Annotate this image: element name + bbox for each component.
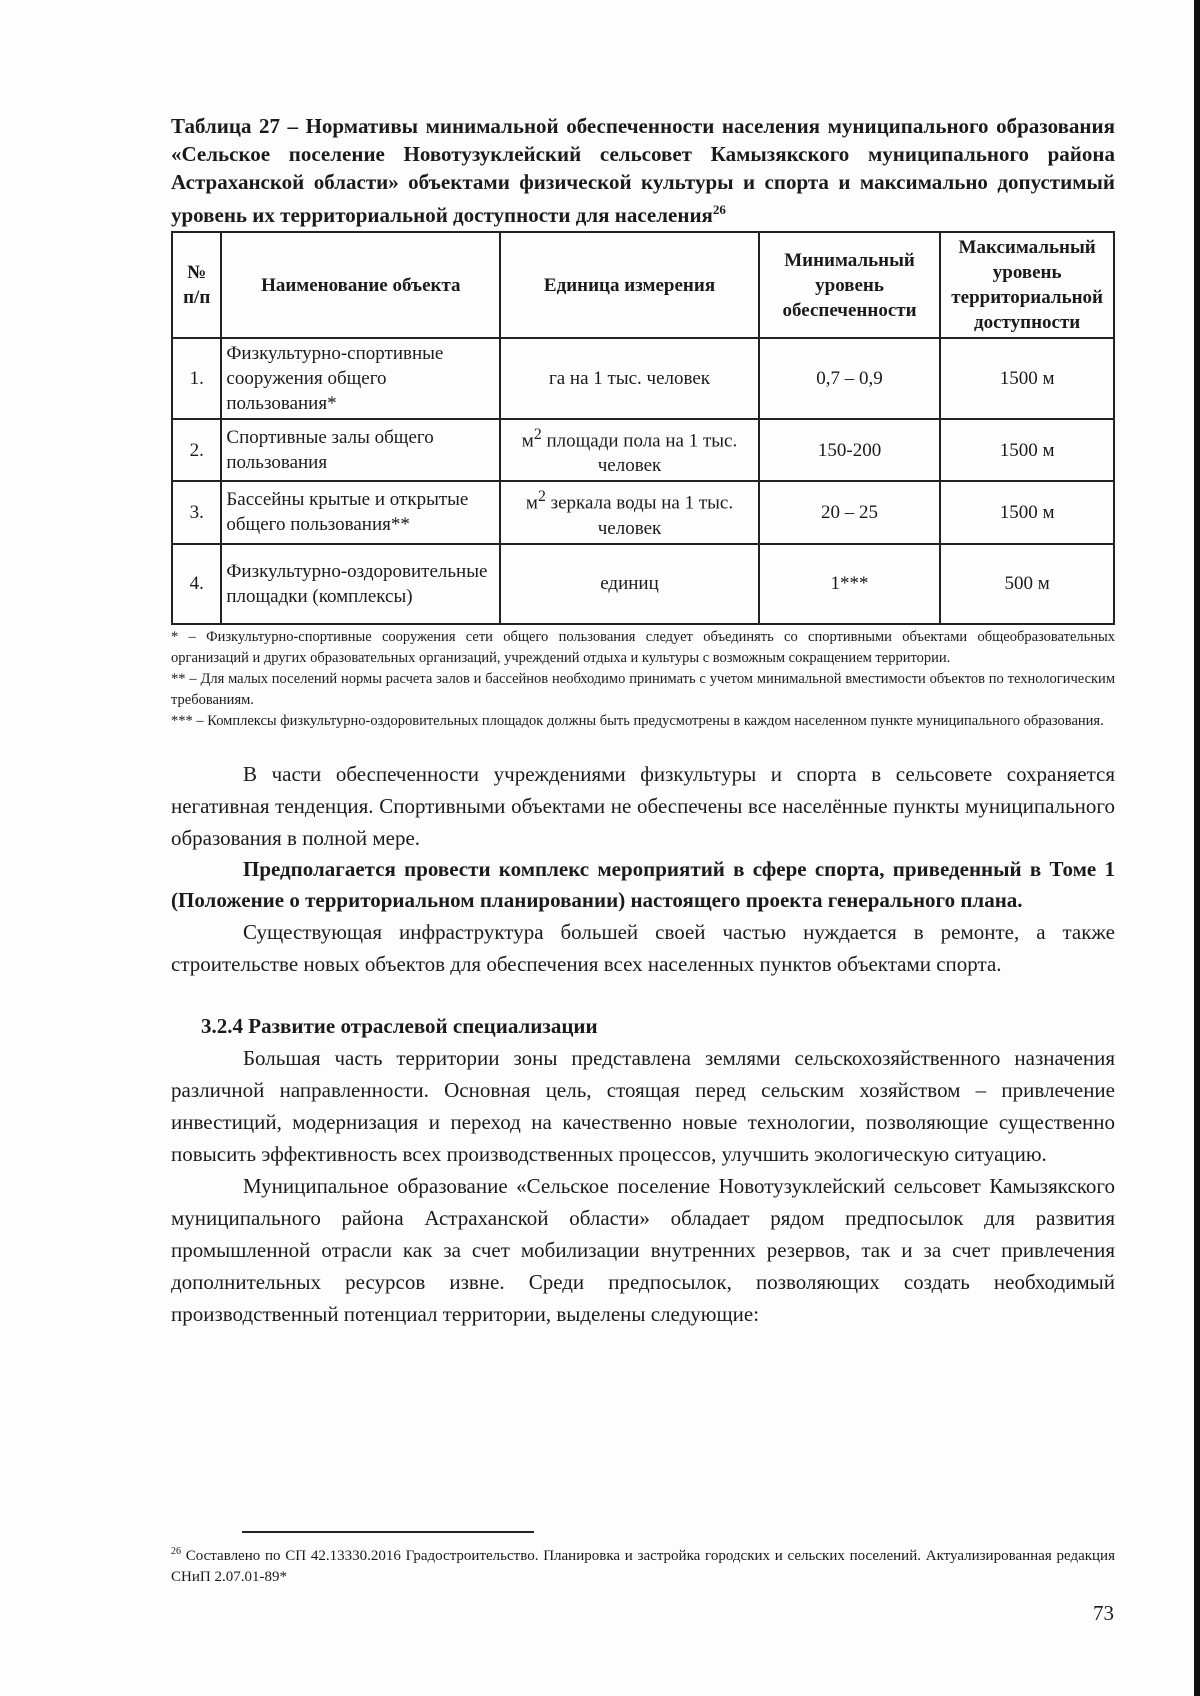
row-num: 4. — [172, 544, 221, 624]
section-heading: 3.2.4 Развитие отраслевой специализации — [201, 1013, 598, 1038]
table-row — [172, 544, 1114, 624]
unit-sup: 2 — [533, 426, 542, 443]
footnote-ref: 26 — [171, 1546, 181, 1557]
row-max: 1500 м — [940, 419, 1114, 481]
header-name: Наименование объекта — [221, 232, 500, 338]
unit-prefix: м — [521, 430, 534, 452]
page-content — [171, 112, 1115, 1330]
paragraph: Муниципальное образование «Сельское поселение Новотузуклейский сельсовет Камызякского муниципального района Астраханской области» обладает рядом предпосылок для развития промышленной отрасли как за счет мобилизации внутренних резервов, так и за счет привлечения дополнительных ресурсов извне. Среди предпосылок, позволяющих создать необходимый производственный потенциал территории, выделены следующие: — [171, 1173, 1115, 1326]
table-row — [172, 481, 1114, 543]
table-row — [172, 419, 1114, 481]
paragraph: Существующая инфраструктура большей своей частью нуждается в ремонте, а также строительстве новых объектов для обеспечения всех населенных пунктов объектами спорта. — [171, 919, 1115, 976]
row-num: 2. — [172, 419, 221, 481]
header-max: Максимальный уровень территориальной доступности — [940, 232, 1114, 338]
row-min: 150-200 — [759, 419, 941, 481]
row-name: Физкультурно-оздоровительные площадки (комплексы) — [221, 544, 500, 624]
header-num: № п/п — [172, 232, 221, 338]
row-min: 1*** — [759, 544, 941, 624]
note-one-star: * – Физкультурно-спортивные сооружения сети общего пользования следует объединять со спортивными объектами общеобразовательных организаций и других образовательных организаций, учреждений отдыха и культуры с возможным сокращением территории. — [171, 628, 1115, 666]
row-min: 0,7 – 0,9 — [759, 338, 941, 419]
row-name: Спортивные залы общего пользования — [221, 419, 500, 481]
row-min: 20 – 25 — [759, 481, 941, 543]
row-name: Бассейны крытые и открытые общего пользования** — [221, 481, 500, 543]
row-num: 1. — [172, 338, 221, 419]
paragraph: В части обеспеченности учреждениями физкультуры и спорта в сельсовете сохраняется негативная тенденция. Спортивными объектами не обеспечены все населённые пункты муниципального образования в полной мере. — [171, 761, 1115, 850]
row-unit: единиц — [500, 544, 759, 624]
unit-rest: зеркала воды на 1 тыс. человек — [545, 492, 734, 539]
paragraph: Большая часть территории зоны представлена землями сельскохозяйственного назначения различной направленности. Основная цель, стоящая перед сельским хозяйством – привлечение инвестиций, модернизация и переход на качественно новые технологии, позволяющие существенно повысить эффективность всех производственных процессов, улучшить экологическую ситуацию. — [171, 1045, 1115, 1166]
row-name: Физкультурно-спортивные сооружения общего пользования* — [221, 338, 500, 419]
paragraph-bold: Предполагается провести комплекс мероприятий в сфере спорта, приведенный в Томе 1 (Положение о территориальном планировании) настоящего проекта генерального плана. — [171, 856, 1115, 912]
row-num: 3. — [172, 481, 221, 543]
section-body — [171, 1042, 1115, 1330]
table-row — [172, 338, 1114, 419]
table-caption-text: Таблица 27 – Нормативы минимальной обеспеченности населения муниципального образования «Сельское поселение Новотузуклейский сельсовет Камызякского муниципального района Астраханской области» объектами физической культуры и спорта и максимально допустимый уровень их территориальной доступности для населения — [171, 114, 1115, 227]
row-max: 1500 м — [940, 481, 1114, 543]
footnote-text: Составлено по СП 42.13330.2016 Градостроительство. Планировка и застройка городских и сельских поселений. Актуализированная редакция СНиП 2.07.01-89* — [171, 1548, 1115, 1585]
table-notes — [171, 627, 1115, 732]
footnote-separator — [242, 1531, 534, 1533]
page-edge — [1194, 0, 1200, 1696]
row-max: 500 м — [940, 544, 1114, 624]
norms-table — [171, 231, 1115, 625]
unit-prefix: м — [525, 492, 538, 514]
note-three-stars: *** – Комплексы физкультурно-оздоровительных площадок должны быть предусмотрены в каждом населенном пункте муниципального образования. — [171, 712, 1104, 729]
unit-rest: площади пола на 1 тыс. человек — [541, 430, 738, 477]
row-unit — [500, 481, 759, 543]
row-unit: га на 1 тыс. человек — [500, 338, 759, 419]
unit-sup: 2 — [537, 488, 546, 506]
table-header-row — [172, 232, 1114, 338]
row-unit — [500, 419, 759, 481]
header-min: Минимальный уровень обеспеченности — [759, 232, 941, 338]
row-max: 1500 м — [940, 338, 1114, 419]
footnote — [171, 1541, 1115, 1588]
page-number: 73 — [1093, 1601, 1114, 1625]
note-two-stars: ** – Для малых поселений нормы расчета залов и бассейнов необходимо принимать с учетом минимальной вместимости объектов по технологическим требованиям. — [171, 670, 1115, 708]
header-unit: Единица измерения — [500, 232, 759, 338]
body-text — [171, 758, 1115, 980]
table-caption — [171, 112, 1115, 229]
caption-footnote-ref[interactable]: 26 — [712, 202, 726, 217]
